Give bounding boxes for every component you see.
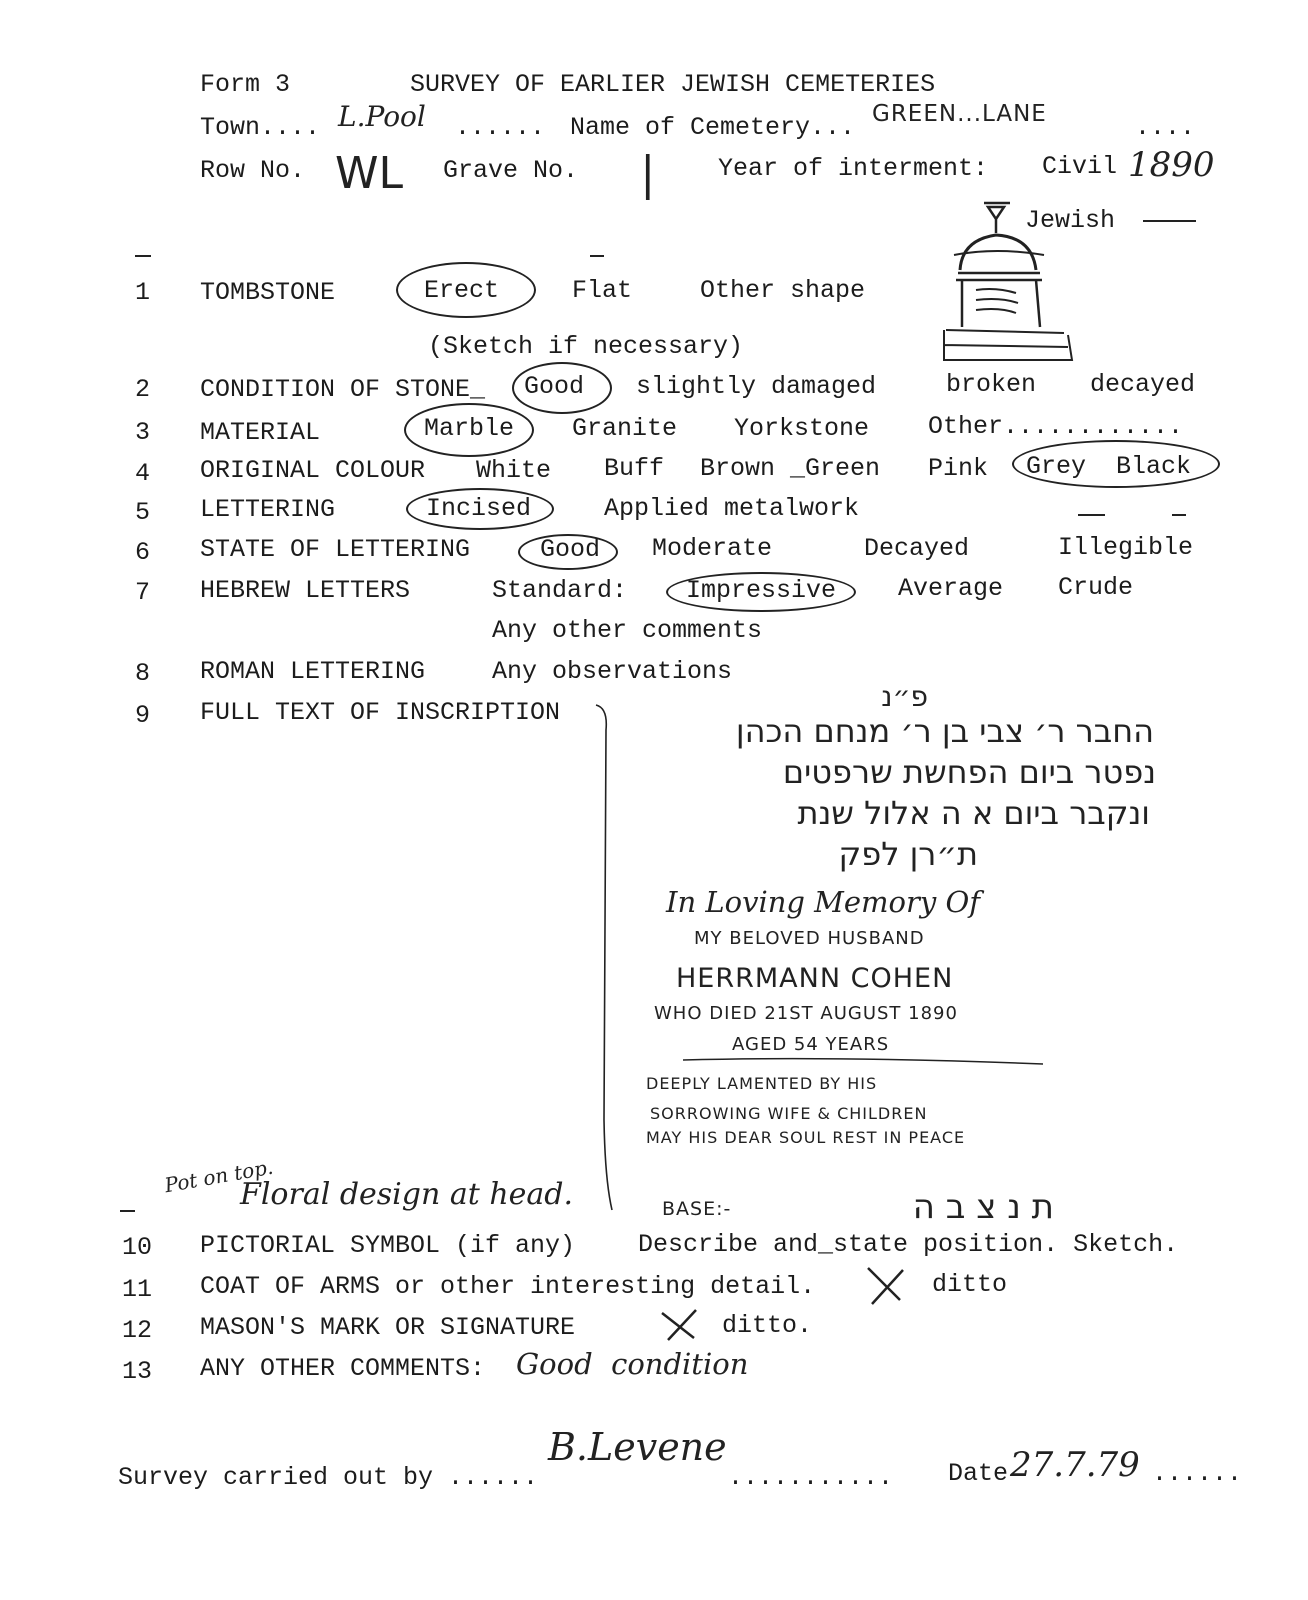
section-number: 4 — [135, 459, 151, 488]
option-applied-metalwork: Applied metalwork — [604, 494, 860, 523]
option-pink: Pink — [928, 454, 989, 483]
row-label: Row No. — [200, 156, 306, 185]
civil-label: Civil — [1042, 152, 1118, 181]
town-dots: ...... — [455, 113, 546, 142]
option-decayed-lettering: Decayed — [864, 534, 970, 563]
section-label-coat-of-arms: COAT OF ARMS or other interesting detail. — [200, 1272, 816, 1301]
section-label-state: STATE OF LETTERING — [200, 535, 471, 564]
survey-dots-right: ........... — [728, 1463, 894, 1492]
section-number: 3 — [135, 418, 151, 447]
option-brown-green: Brown _Green — [700, 454, 881, 483]
town-label: Town.... — [200, 113, 321, 142]
section-label-colour: ORIGINAL COLOUR — [200, 456, 426, 485]
section-number: 5 — [135, 498, 151, 527]
section-label-comments: ANY OTHER COMMENTS: — [200, 1354, 486, 1383]
option-incised: Incised — [426, 494, 532, 523]
form-title: SURVEY OF EARLIER JEWISH CEMETERIES — [410, 70, 936, 99]
inscription-line-3: HERRMANN COHEN — [676, 963, 954, 994]
inscription-line-7: SORROWING WIFE & CHILDREN — [650, 1104, 928, 1123]
option-erect: Erect — [424, 276, 500, 305]
hebrew-line-1: החבר ר׳ צבי בן ר׳ מנחם הכהן — [735, 712, 1154, 750]
section-label-tombstone: TOMBSTONE — [200, 278, 336, 307]
survey-label: Survey carried out by — [118, 1463, 434, 1492]
option-moderate: Moderate — [652, 534, 773, 563]
option-granite: Granite — [572, 414, 678, 443]
base-hebrew: ת נ צ ב ה — [912, 1187, 1054, 1227]
section-label-condition: CONDITION OF STONE_ — [200, 375, 486, 404]
section-number: 10 — [122, 1233, 153, 1262]
option-decayed: decayed — [1090, 370, 1196, 399]
section-label-inscription: FULL TEXT OF INSCRIPTION — [200, 698, 561, 727]
comments-handwritten: Good condition — [516, 1347, 749, 1381]
option-yorkstone: Yorkstone — [734, 414, 870, 443]
option-illegible: Illegible — [1058, 533, 1194, 562]
standard-label: Standard: — [492, 576, 628, 605]
date-dots: ...... — [1152, 1459, 1243, 1488]
option-broken: broken — [946, 370, 1037, 399]
section-number: 9 — [135, 701, 151, 730]
option-white: White — [476, 456, 552, 485]
base-label: BASE:- — [662, 1198, 732, 1220]
section-number: 12 — [122, 1316, 153, 1345]
inscription-line-1: In Loving Memory Of — [666, 885, 980, 919]
option-crude: Crude — [1058, 573, 1134, 602]
grave-label: Grave No. — [443, 156, 579, 185]
section-number: 11 — [122, 1275, 153, 1304]
section-number: 2 — [135, 375, 151, 404]
sketch-note: (Sketch if necessary) — [428, 332, 744, 361]
year-label: Year of interment: — [718, 154, 989, 183]
option-other-material: Other............ — [928, 412, 1184, 441]
section-number: 1 — [135, 278, 151, 307]
option-other-shape: Other shape — [700, 276, 866, 305]
cemetery-dots: .... — [1135, 113, 1196, 142]
date-value: 27.7.79 — [1010, 1445, 1140, 1485]
option-grey-black: Grey Black — [1026, 452, 1192, 481]
hebrew-line-2: נפטר ביום הפחשת שרפטים — [782, 753, 1156, 791]
section-label-hebrew: HEBREW LETTERS — [200, 576, 411, 605]
row-value: WL — [335, 148, 404, 199]
option-flat: Flat — [572, 276, 633, 305]
floral-note: Floral design at head. — [240, 1177, 574, 1212]
cemetery-label: Name of Cemetery... — [570, 113, 856, 142]
section-label-pictorial: PICTORIAL SYMBOL (if any) — [200, 1231, 576, 1260]
town-value: L.Pool — [338, 100, 426, 133]
grave-value: | — [640, 146, 656, 200]
option-buff: Buff — [604, 454, 665, 483]
hebrew-abbreviation: פ״נ — [881, 680, 928, 713]
form-number: Form 3 — [200, 70, 291, 99]
section-number: 6 — [135, 538, 151, 567]
section-label-mason: MASON'S MARK OR SIGNATURE — [200, 1313, 576, 1342]
any-observations: Any observations — [492, 657, 733, 686]
option-marble: Marble — [424, 414, 515, 443]
section-number: 13 — [122, 1357, 153, 1386]
inscription-line-4: WHO DIED 21ST AUGUST 1890 — [654, 1003, 958, 1024]
inscription-line-2: MY BELOVED HUSBAND — [694, 928, 925, 949]
surveyor-signature: B.Levene — [548, 1425, 727, 1469]
survey-dots-left: ...... — [448, 1463, 539, 1492]
option-impressive: Impressive — [686, 576, 837, 605]
inscription-line-5: AGED 54 YEARS — [732, 1034, 890, 1055]
any-other-comments: Any other comments — [492, 616, 763, 645]
section-label-roman: ROMAN LETTERING — [200, 657, 426, 686]
hebrew-line-3: ונקבר ביום א ה אלול שנת — [797, 794, 1150, 832]
mason-ditto: ditto. — [722, 1311, 813, 1340]
section-number: 8 — [135, 659, 151, 688]
section-number: 7 — [135, 578, 151, 607]
jewish-label: Jewish — [1025, 206, 1116, 235]
pictorial-instructions: Describe and_state position. Sketch. — [638, 1230, 1179, 1259]
cemetery-value: GREEN...LANE — [872, 101, 1047, 127]
civil-year: 1890 — [1128, 145, 1215, 185]
section-label-lettering: LETTERING — [200, 495, 336, 524]
pot-note: Pot on top. — [162, 1154, 275, 1198]
hebrew-line-4: ת״רן לפק — [838, 835, 978, 873]
inscription-line-6: DEEPLY LAMENTED BY HIS — [646, 1074, 878, 1093]
option-good-lettering: Good — [540, 535, 601, 564]
coat-of-arms-ditto: ditto — [932, 1270, 1008, 1299]
section-label-material: MATERIAL — [200, 418, 321, 447]
inscription-line-8: MAY HIS DEAR SOUL REST IN PEACE — [646, 1128, 966, 1147]
date-label: Date — [948, 1459, 1009, 1488]
option-good: Good — [524, 372, 585, 401]
option-average: Average — [898, 574, 1004, 603]
option-slightly-damaged: slightly damaged — [636, 372, 877, 401]
